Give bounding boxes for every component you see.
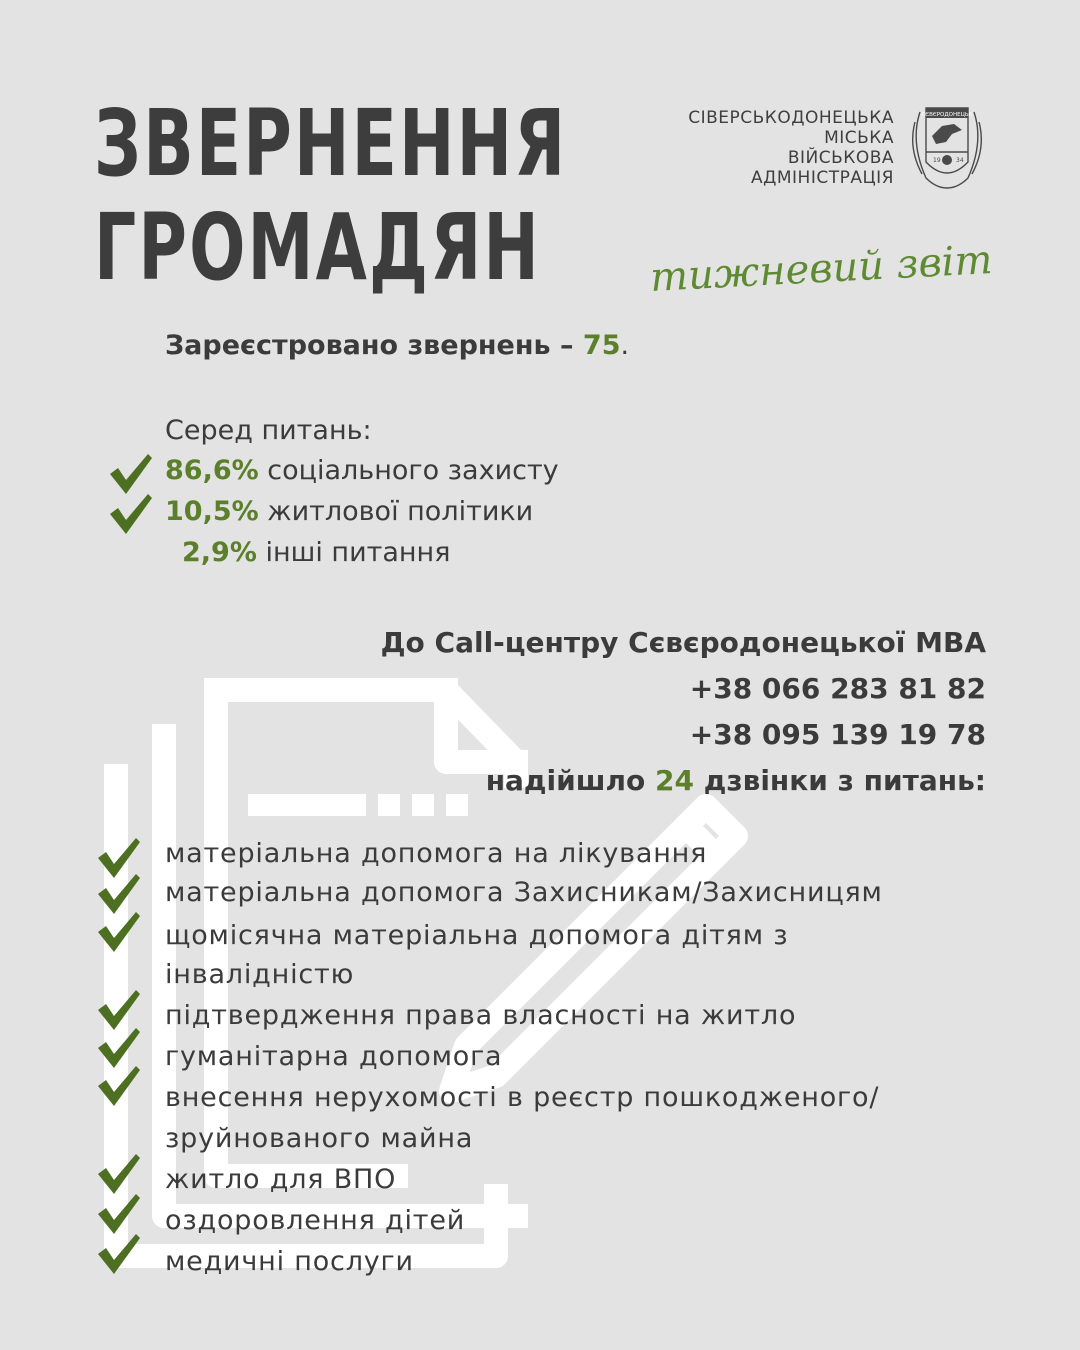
stat-item [165, 496, 533, 527]
check-icon [96, 1192, 142, 1236]
check-icon [96, 1232, 142, 1276]
check-icon [108, 452, 154, 496]
check-icon [96, 1064, 142, 1108]
page-title [94, 92, 567, 300]
check-icon [96, 1152, 142, 1196]
stat-percent: 10,5% [165, 496, 259, 527]
topic-item: житло для ВПО [165, 1164, 397, 1195]
topic-item: підтвердження права власності на житло [165, 1000, 797, 1031]
topic-item: медичні послуги [165, 1246, 414, 1277]
organization-name [688, 108, 894, 188]
title-line-1: ЗВЕРНЕННЯ [94, 90, 568, 197]
org-line-3: ВІЙСЬКОВА [787, 148, 894, 168]
stat-text: соціального захисту [267, 455, 559, 486]
registered-summary [165, 330, 629, 361]
stat-text: інші питання [265, 537, 451, 568]
stat-item [165, 455, 559, 486]
calls-count: 24 [655, 764, 694, 797]
topic-item: матеріальна допомога Захисникам/Захисницям [165, 877, 883, 908]
topic-item-continued: інвалідністю [165, 959, 355, 990]
city-emblem-icon [906, 102, 988, 190]
svg-text:19: 19 [933, 157, 941, 164]
topic-item: оздоровлення дітей [165, 1205, 466, 1236]
org-line-1: СІВЕРСЬКОДОНЕЦЬКА [688, 108, 894, 128]
topic-item: гуманітарна допомога [165, 1041, 503, 1072]
svg-text:СЄВЄРОДОНЕЦЬК: СЄВЄРОДОНЕЦЬК [921, 112, 973, 118]
phone-number-1: +38 066 283 81 82 [689, 672, 986, 705]
topic-item-continued: зруйнованого майна [165, 1123, 474, 1154]
topic-item: внесення нерухомості в реєстр пошкодженого/ [165, 1082, 880, 1113]
stat-text: житлової політики [267, 496, 534, 527]
among-label: Серед питань: [165, 415, 372, 446]
calls-received: надійшло 24 дзвінки з питань: [485, 764, 986, 797]
stat-percent: 86,6% [165, 455, 259, 486]
svg-text:34: 34 [956, 157, 964, 164]
report-subtitle: тижневий звіт [649, 237, 994, 301]
stat-item [182, 537, 450, 568]
topic-item: щомісячна матеріальна допомога дітям з [165, 920, 789, 951]
check-icon [96, 910, 142, 954]
topic-item: матеріальна допомога на лікування [165, 838, 708, 869]
stat-percent: 2,9% [182, 537, 257, 568]
registered-label: Зареєстровано звернень – [165, 330, 583, 361]
org-line-4: АДМІНІСТРАЦІЯ [750, 168, 894, 188]
org-line-2: МІСЬКА [824, 128, 894, 148]
registered-end: . [620, 330, 630, 361]
call-center-title: До Call-центру Сєвєродонецької МВА [380, 626, 986, 659]
call-center-block [381, 620, 986, 804]
phone-number-2: +38 095 139 19 78 [689, 718, 986, 751]
title-line-2: ГРОМАДЯН [94, 194, 541, 301]
registered-count: 75 [582, 330, 621, 361]
check-icon [108, 492, 154, 536]
